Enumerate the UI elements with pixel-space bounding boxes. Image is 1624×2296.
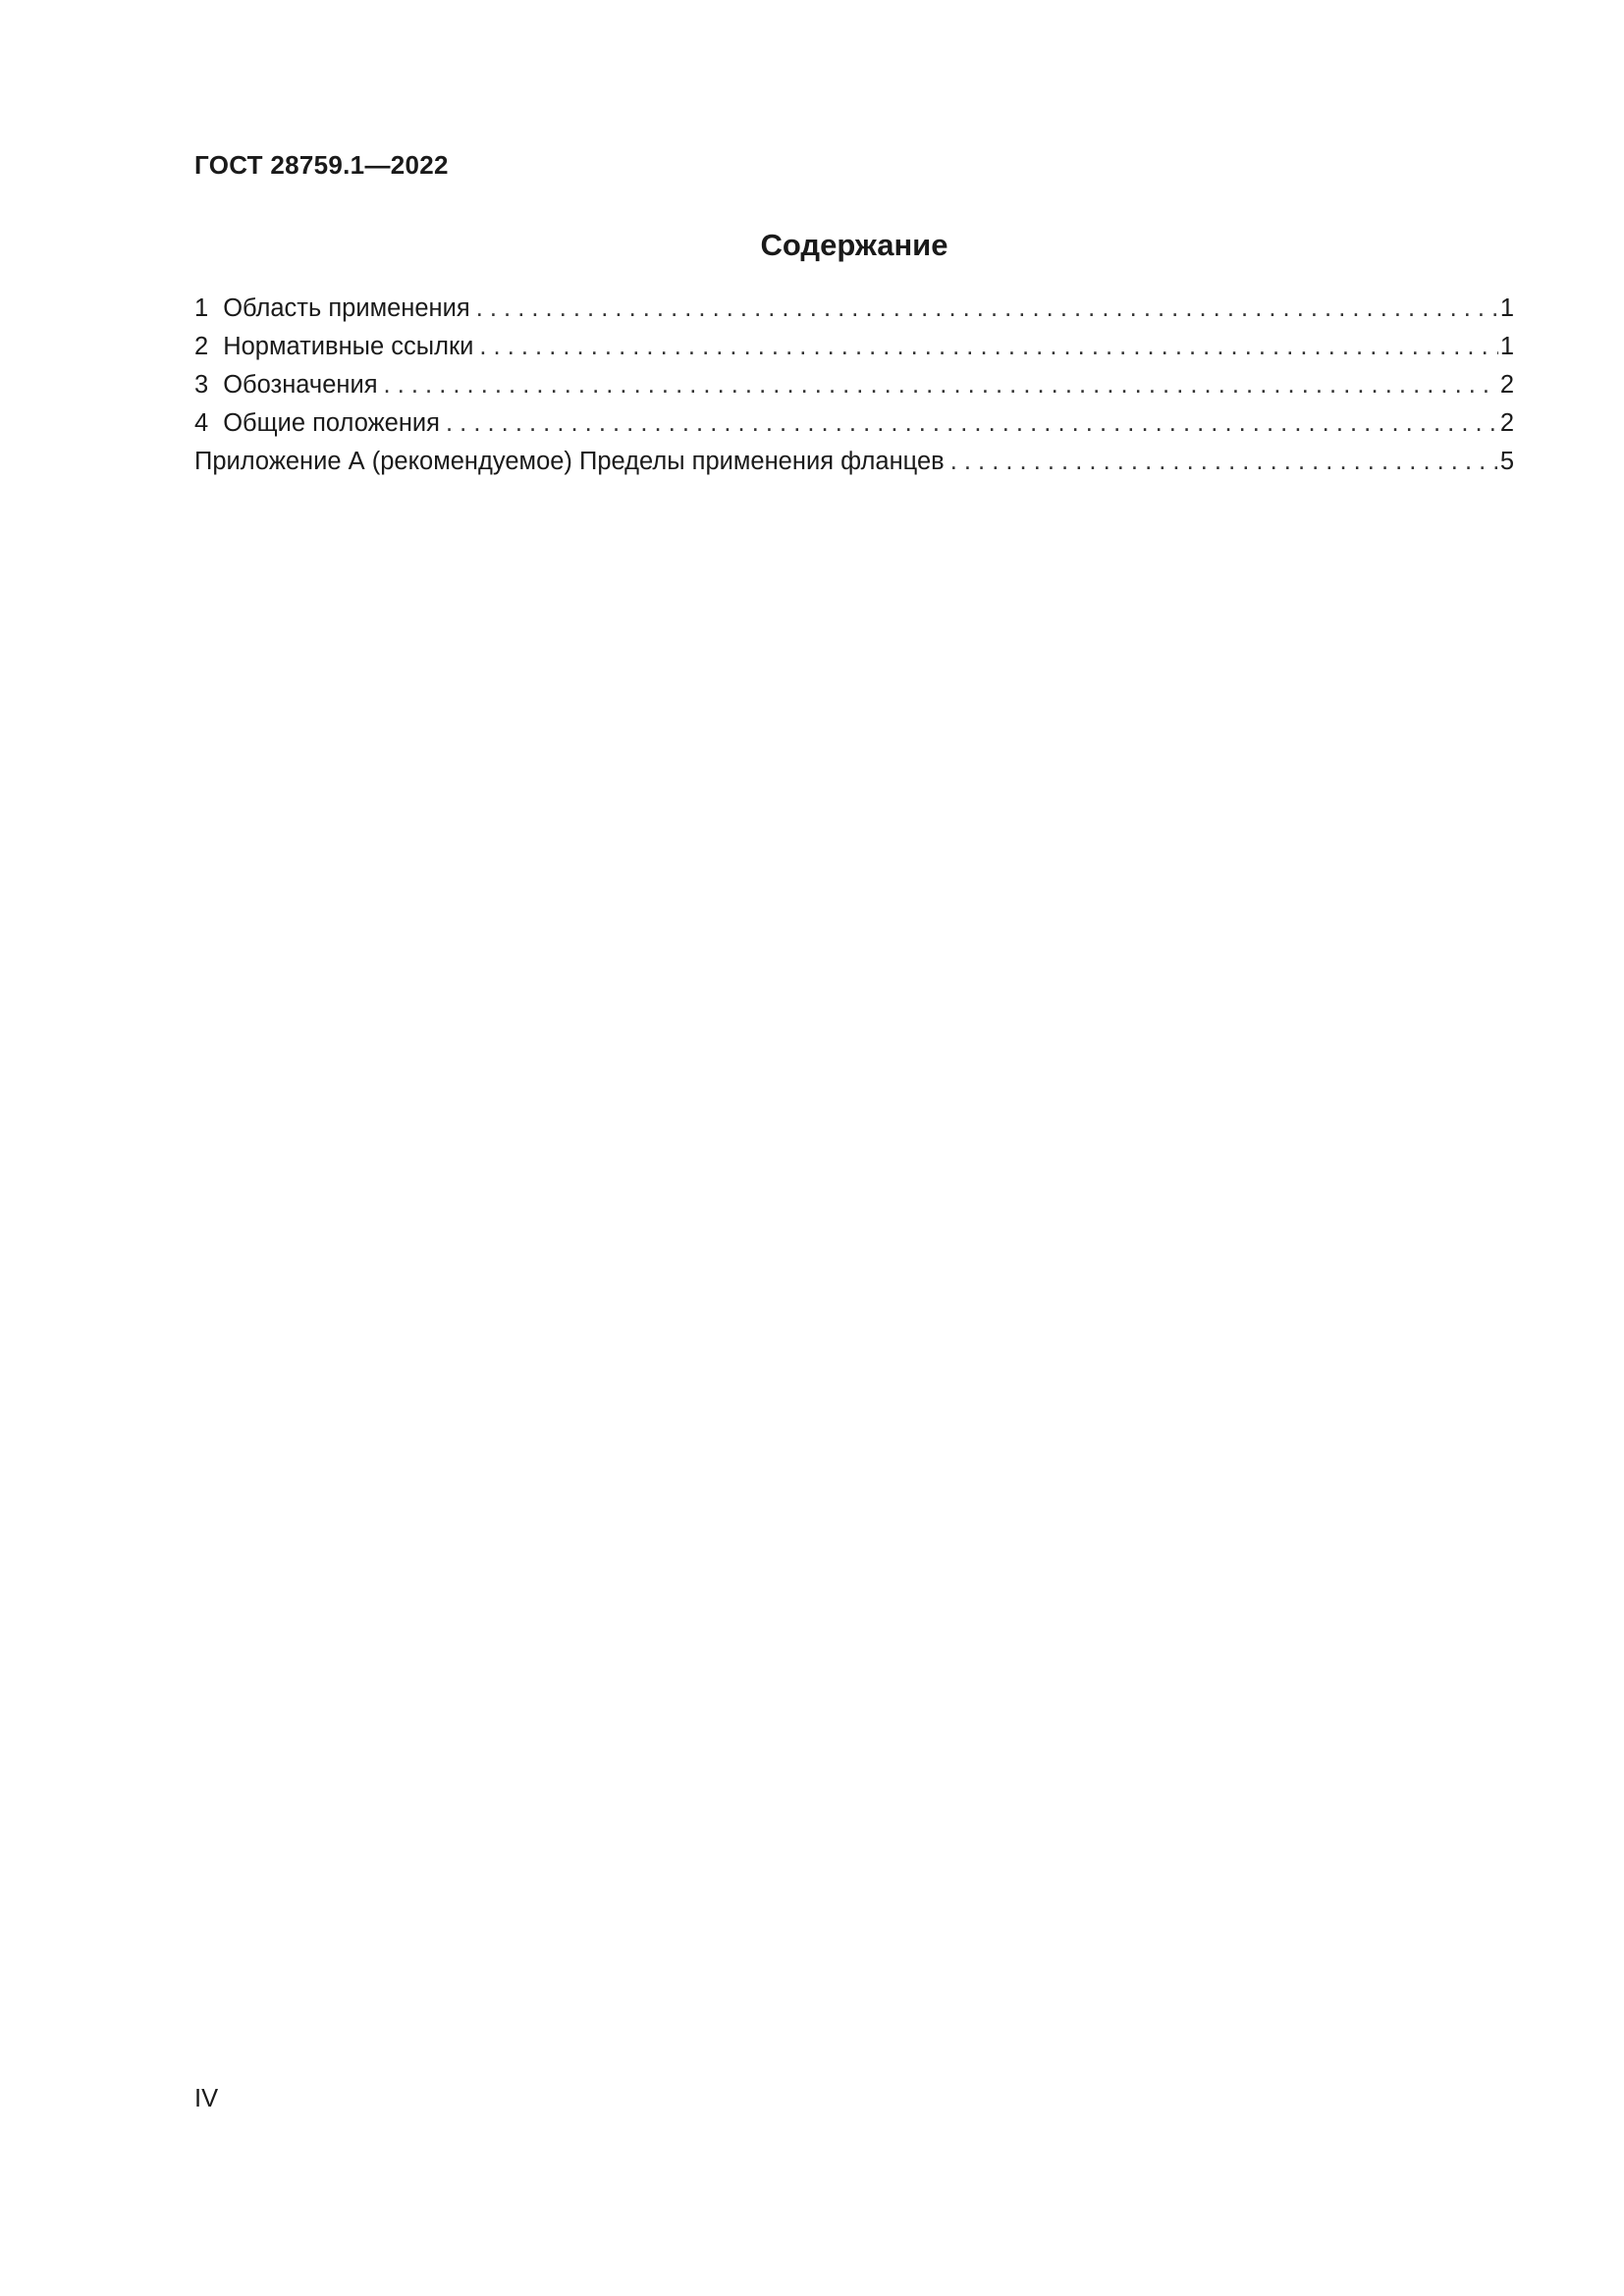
toc-item-number: 1: [194, 294, 209, 322]
toc-dot-leader: [384, 366, 1498, 404]
toc-dot-leader: [476, 290, 1498, 328]
toc-dot-leader: [950, 443, 1498, 481]
toc-item-title: Приложение А (рекомендуемое) Пределы применения фланцев: [194, 448, 945, 475]
toc-dot-leader: [479, 328, 1497, 366]
toc-heading: Содержание: [760, 228, 948, 262]
toc-item-page: 1: [1499, 294, 1514, 322]
toc-item-page: 1: [1499, 333, 1514, 360]
toc-item-title: Нормативные ссылки: [223, 333, 474, 360]
toc-item-number: 3: [194, 371, 209, 399]
toc-item-number: 2: [194, 333, 209, 360]
page-number: IV: [194, 2085, 219, 2112]
toc-item-title: Обозначения: [223, 371, 378, 399]
toc-item-appendix-a[interactable]: [194, 443, 1514, 481]
document-header: ГОСТ 28759.1—2022: [194, 150, 449, 180]
toc-item-normative-references[interactable]: [194, 328, 1514, 366]
toc-item-scope[interactable]: [194, 290, 1514, 328]
toc-item-page: 5: [1499, 448, 1514, 475]
toc-dot-leader: [446, 404, 1498, 443]
toc-item-general-provisions[interactable]: [194, 404, 1514, 443]
toc-item-page: 2: [1499, 371, 1514, 399]
toc-item-page: 2: [1499, 409, 1514, 437]
table-of-contents: [194, 290, 1514, 481]
toc-item-symbols[interactable]: [194, 366, 1514, 404]
toc-item-title: Общие положения: [223, 409, 440, 437]
toc-item-number: 4: [194, 409, 209, 437]
toc-item-title: Область применения: [223, 294, 470, 322]
